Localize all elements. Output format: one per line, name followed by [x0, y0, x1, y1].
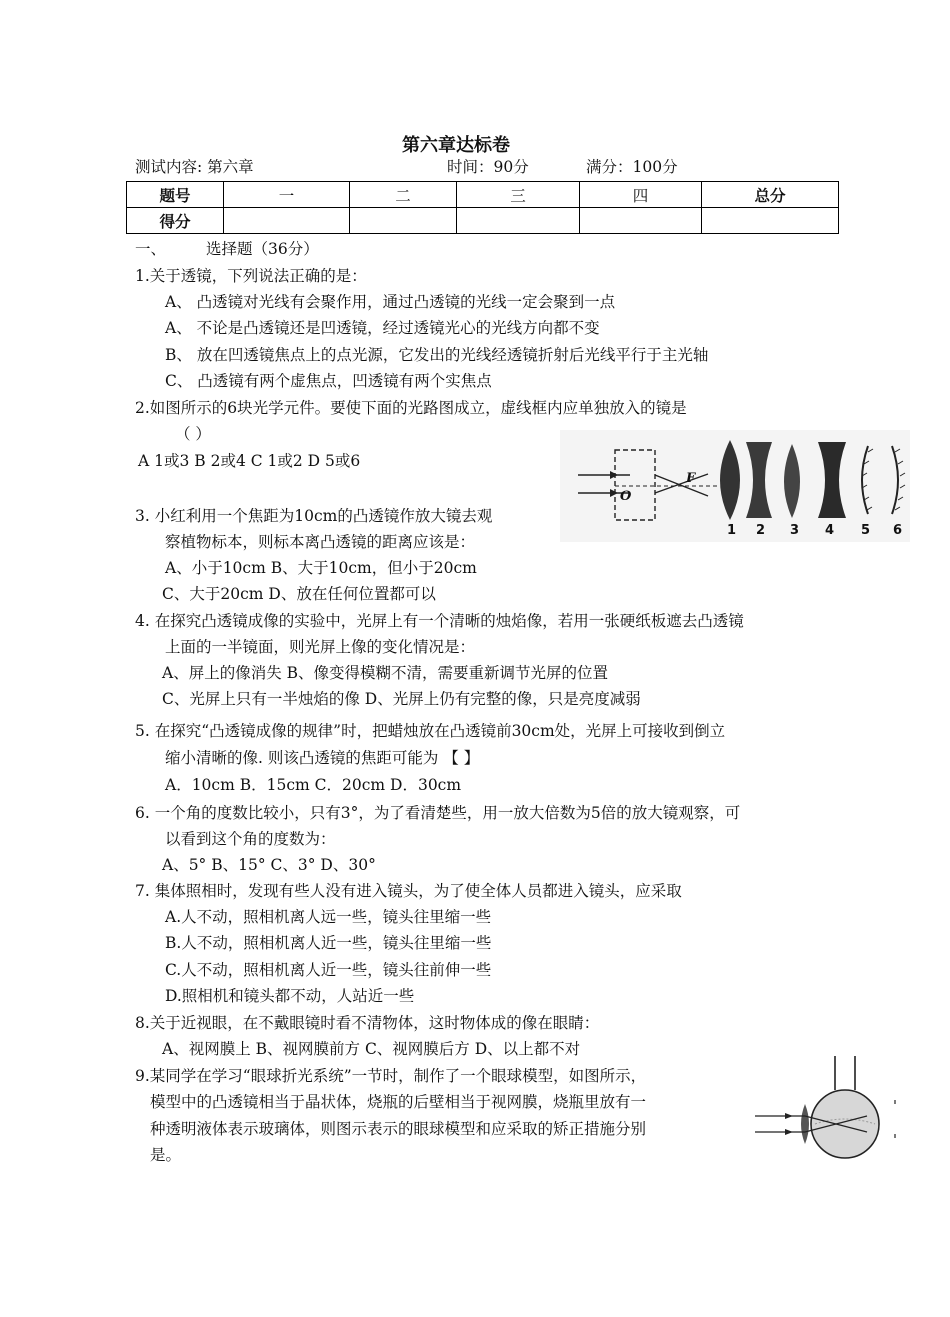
eyeball-model-figure: [755, 1052, 905, 1162]
question-6-options: A、5° B、15° C、3° D、30°: [162, 856, 376, 874]
question-5-stem: 5. 在探究“凸透镜成像的规律”时，把蜡烛放在凸透镜前30cm处，光屏上可接收到倒立: [135, 722, 726, 740]
question-7-stem: 7. 集体照相时，发现有些人没有进入镜头，为了使全体人员都进入镜头，应采取: [135, 882, 682, 900]
question-1-option: C、 凸透镜有两个虚焦点，凹透镜有两个实焦点: [165, 372, 492, 390]
question-7-option: C.人不动，照相机离人近一些，镜头往前伸一些: [165, 961, 492, 979]
table-row: [127, 182, 839, 208]
question-3-stem-cont: 察植物标本，则标本离凸透镜的距离应该是：: [165, 533, 476, 551]
question-4-options-ab: A、屏上的像消失 B、像变得模糊不清，需要重新调节光屏的位置: [162, 664, 609, 682]
question-3-stem: 3. 小红利用一个焦距为10cm的凸透镜作放大镜去观: [135, 507, 493, 525]
question-7-option: A.人不动，照相机离人远一些，镜头往里缩一些: [165, 908, 492, 926]
question-7-option: D.照相机和镜头都不动，人站近一些: [165, 987, 415, 1005]
test-content-label: 测试内容: 第六章: [135, 158, 254, 176]
score-input-cell[interactable]: [457, 208, 580, 234]
score-input-cell[interactable]: [350, 208, 457, 234]
element-label-4: 4: [825, 523, 835, 538]
element-label-5: 5: [861, 523, 871, 538]
score-input-cell[interactable]: [580, 208, 702, 234]
question-7-option: B.人不动，照相机离人近一些，镜头往里缩一些: [165, 934, 492, 952]
focus-f-label: F: [686, 471, 696, 486]
score-table: [126, 181, 839, 234]
table-cell: 题号: [127, 182, 224, 208]
question-4-options-cd: C、光屏上只有一半烛焰的像 D、光屏上仍有完整的像，只是亮度减弱: [162, 690, 641, 708]
full-score-label: 满分：100分: [586, 158, 678, 176]
table-cell: 四: [580, 182, 702, 208]
question-9-line: 种透明液体表示玻璃体，则图示表示的眼球模型和应采取的矫正措施分别: [150, 1120, 647, 1138]
table-cell: 得分: [127, 208, 224, 234]
question-4-stem: 4. 在探究凸透镜成像的实验中，光屏上有一个清晰的烛焰像，若用一张硬纸板遮去凸透镜: [135, 612, 744, 630]
question-9-line: 是。: [150, 1146, 182, 1164]
table-cell: 总分: [702, 182, 839, 208]
question-6-stem-cont: 以看到这个角的度数为：: [165, 830, 336, 848]
element-label-6: 6: [893, 523, 903, 538]
score-input-cell[interactable]: [702, 208, 839, 234]
question-1-stem: 1.关于透镜，下列说法正确的是：: [135, 267, 367, 285]
time-label: 时间：90分: [447, 158, 529, 176]
question-8-stem: 8.关于近视眼，在不戴眼镜时看不清物体，这时物体成的像在眼睛：: [135, 1014, 600, 1032]
section-title: 选择题（36分）: [206, 240, 319, 258]
question-5-options: A．10cm B．15cm C．20cm D．30cm: [165, 776, 462, 794]
point-o-label: O: [620, 489, 632, 504]
question-1-option: B、 放在凹透镜焦点上的点光源，它发出的光线经透镜折射后光线平行于主光轴: [165, 346, 709, 364]
table-cell: 二: [350, 182, 457, 208]
question-5-stem-cont: 缩小清晰的像. 则该凸透镜的焦距可能为 【 】: [165, 749, 480, 767]
question-2-blank: （ ）: [175, 425, 211, 443]
element-label-1: 1: [727, 523, 737, 538]
section-number: 一、: [135, 240, 167, 258]
question-8-options: A、视网膜上 B、视网膜前方 C、视网膜后方 D、以上都不对: [162, 1040, 581, 1058]
question-3-options-ab: A、小于10cm B、大于10cm，但小于20cm: [165, 559, 477, 577]
question-3-options-cd: C、大于20cm D、放在任何位置都可以: [162, 585, 436, 603]
question-9-line: 9.某同学在学习“眼球折光系统”一节时，制作了一个眼球模型，如图所示，: [135, 1067, 647, 1085]
question-2-stem: 2.如图所示的6块光学元件。要使下面的光路图成立，虚线框内应单独放入的镜是: [135, 399, 687, 417]
question-1-option: A、 凸透镜对光线有会聚作用，通过凸透镜的光线一定会聚到一点: [165, 293, 616, 311]
optical-elements-figure: [560, 430, 910, 542]
table-cell: 一: [224, 182, 350, 208]
question-1-option: A、 不论是凸透镜还是凹透镜，经过透镜光心的光线方向都不变: [165, 319, 600, 337]
element-label-2: 2: [756, 523, 766, 538]
page-title: 第六章达标卷: [402, 135, 510, 156]
element-label-3: 3: [790, 523, 800, 538]
question-4-stem-cont: 上面的一半镜面，则光屏上像的变化情况是：: [165, 638, 476, 656]
score-input-cell[interactable]: [224, 208, 350, 234]
table-cell: 三: [457, 182, 580, 208]
question-9-line: 模型中的凸透镜相当于晶状体，烧瓶的后壁相当于视网膜，烧瓶里放有一: [150, 1093, 647, 1111]
question-2-options: A 1或3 B 2或4 C 1或2 D 5或6: [138, 452, 361, 470]
table-row: [127, 208, 839, 234]
question-6-stem: 6. 一个角的度数比较小，只有3°，为了看清楚些，用一放大倍数为5倍的放大镜观察，可: [135, 804, 741, 822]
